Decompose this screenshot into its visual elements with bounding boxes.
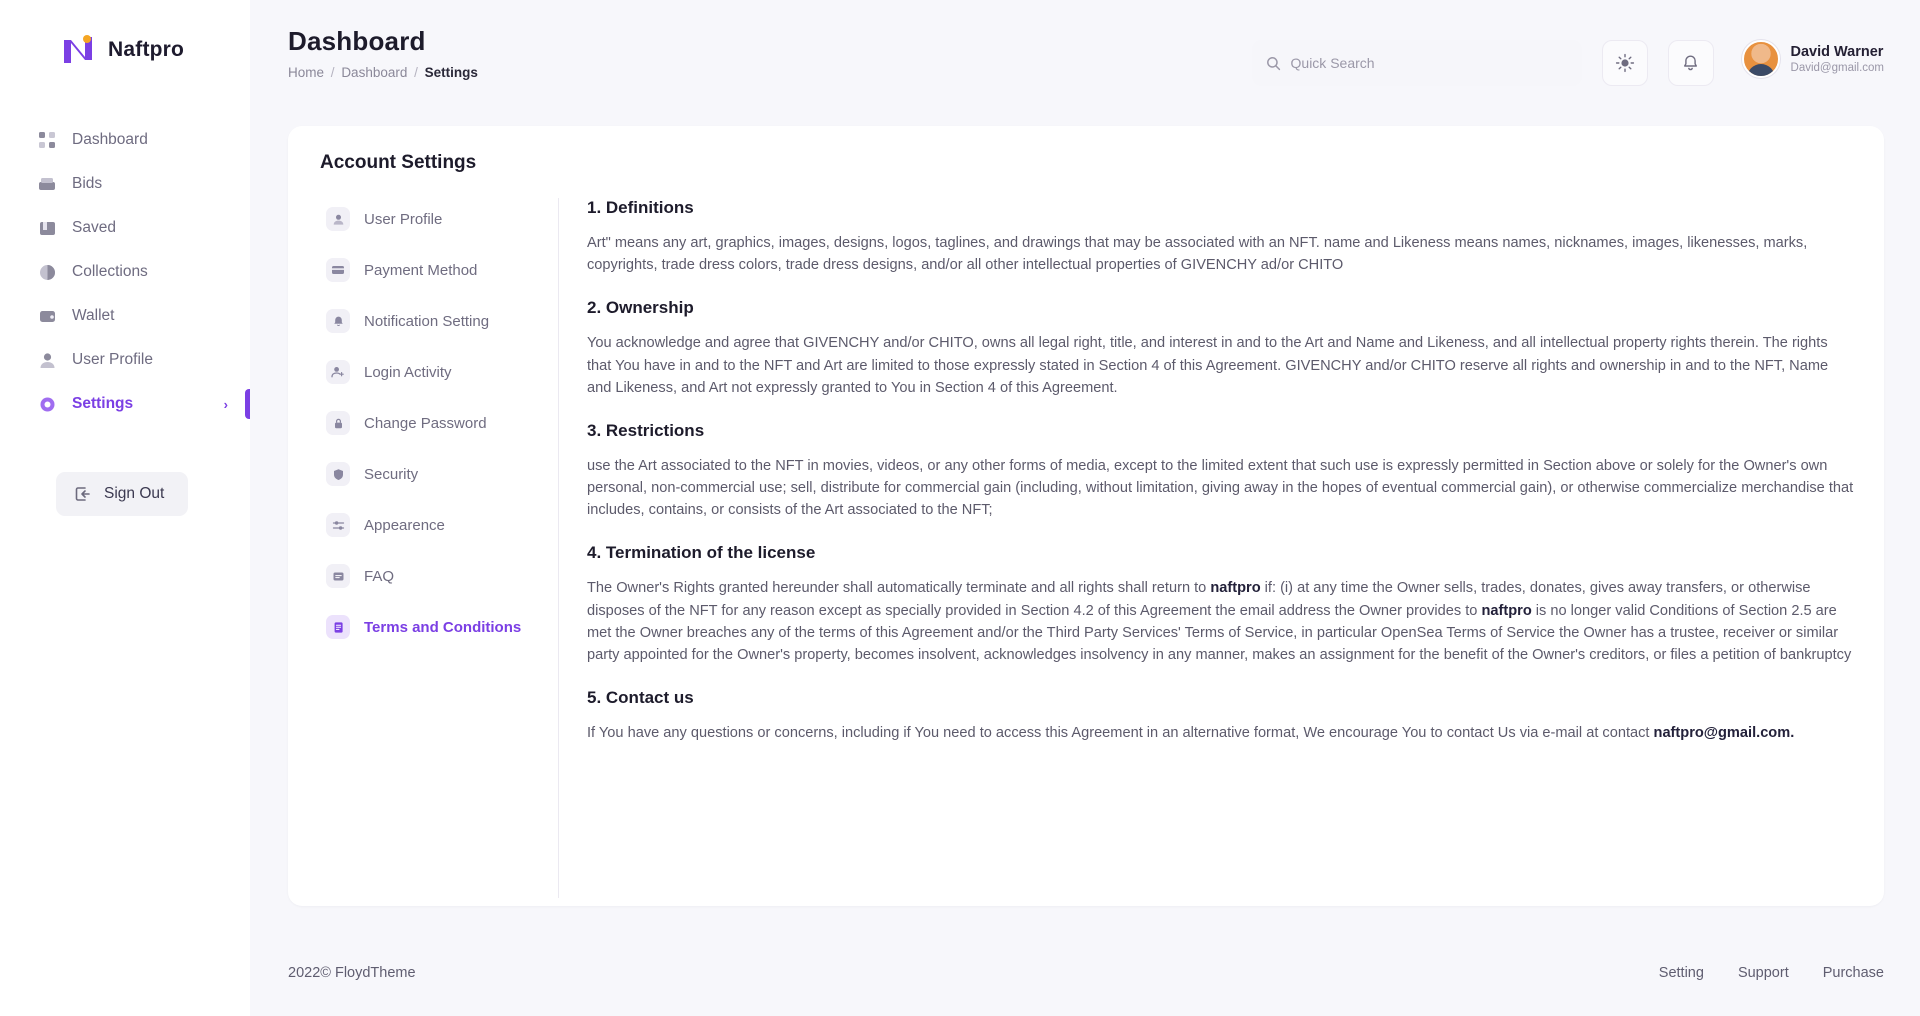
naftpro-logo-icon bbox=[58, 30, 98, 70]
main-area bbox=[250, 0, 1920, 1016]
sidebar-item-label: Saved bbox=[72, 219, 116, 236]
footer bbox=[288, 930, 1884, 1016]
sidebar-item-label: Dashboard bbox=[72, 131, 148, 148]
settings-item-label: User Profile bbox=[364, 210, 443, 228]
card-icon bbox=[326, 258, 350, 282]
sidebar-item-label: Bids bbox=[72, 175, 103, 192]
bids-icon bbox=[36, 173, 58, 195]
user-menu[interactable] bbox=[1742, 40, 1884, 78]
shield-icon bbox=[326, 462, 350, 486]
section-body bbox=[587, 577, 1854, 666]
sign-out-label: Sign Out bbox=[104, 485, 165, 502]
settings-item-label: Change Password bbox=[364, 414, 487, 432]
brand-mention: naftpro bbox=[1210, 580, 1261, 597]
settings-item-appearence[interactable] bbox=[318, 504, 544, 546]
sidebar-item-label: User Profile bbox=[72, 351, 153, 368]
settings-item-label: FAQ bbox=[364, 567, 395, 585]
card-body bbox=[318, 198, 1854, 898]
settings-item-label: Security bbox=[364, 465, 419, 483]
gear-icon bbox=[36, 393, 58, 415]
lock-icon bbox=[326, 411, 350, 435]
sidebar-item-bids[interactable] bbox=[0, 162, 250, 206]
breadcrumb-separator: / bbox=[330, 65, 335, 80]
user-meta bbox=[1791, 43, 1884, 76]
settings-item-label: Login Activity bbox=[364, 363, 452, 381]
card-title: Account Settings bbox=[320, 152, 477, 173]
theme-toggle-button[interactable] bbox=[1602, 40, 1648, 86]
body-part: If You have any questions or concerns, including if You need to access this Agreement in an alternative format, We encourage You to contact Us via e-mail at contact bbox=[587, 725, 1654, 742]
sidebar-item-label: Collections bbox=[72, 263, 148, 280]
footer-link-purchase[interactable]: Purchase bbox=[1822, 965, 1884, 981]
settings-item-label: Terms and Conditions bbox=[364, 618, 522, 636]
bell-icon bbox=[1681, 54, 1700, 73]
page-head bbox=[288, 26, 478, 80]
terms-section bbox=[587, 421, 1854, 522]
section-heading: 3. Restrictions bbox=[587, 420, 705, 440]
user-plus-icon bbox=[326, 360, 350, 384]
section-body: You acknowledge and agree that GIVENCHY and/or CHITO, owns all legal right, title, and interest in and to the Art and Name and Likeness, and all intellectual property rights therein. The rights that You have in and to the NFT and Art are limited to those expressly stated in Section 4 of this Agreement. GIVENCHY and/or CHITO reserve all rights and ownership in and to the NFT, Name and Likeness, and Art not expressly granted to You in Section 4 of this Agreement. bbox=[587, 335, 1829, 396]
body-part: is no longer valid Conditions of Section 2.5 are met the Owner breaches any of the terms of this Agreement and/or the Third Party Services' Terms of Service, in particular OpenSea Terms of Service the Owner has a trustee, receiver or similar party appointed for the Owner's property, becomes insolvent, acknowledges insolvency in any manner, makes an assignment for the benefit of the Owner's creditors, or files a petition of bankruptcy bbox=[587, 602, 1852, 663]
user-email: David@gmail.com bbox=[1790, 61, 1884, 74]
sign-out-button[interactable] bbox=[56, 472, 188, 516]
breadcrumb-home[interactable]: Home bbox=[288, 65, 325, 80]
footer-copyright: 2022© FloydTheme bbox=[288, 965, 416, 981]
breadcrumb bbox=[288, 65, 478, 80]
footer-link-support[interactable]: Support bbox=[1737, 965, 1789, 981]
bell-icon bbox=[326, 309, 350, 333]
user-icon bbox=[36, 349, 58, 371]
settings-item-user-profile[interactable] bbox=[318, 198, 544, 240]
settings-item-label: Appearence bbox=[364, 516, 445, 534]
search-input[interactable] bbox=[1291, 55, 1568, 71]
user-name: David Warner bbox=[1790, 43, 1884, 60]
brand-name: Naftpro bbox=[108, 38, 185, 61]
account-settings-card bbox=[288, 126, 1884, 906]
settings-item-notification-setting[interactable] bbox=[318, 300, 544, 342]
faq-icon bbox=[326, 564, 350, 588]
signout-wrap bbox=[0, 472, 250, 516]
settings-item-label: Notification Setting bbox=[364, 312, 490, 330]
sidebar-item-dashboard[interactable] bbox=[0, 118, 250, 162]
section-body bbox=[587, 722, 1854, 744]
collections-icon bbox=[36, 261, 58, 283]
sun-icon bbox=[1615, 53, 1635, 73]
body-part: if: (i) at any time the Owner sells, trades, donates, gives away transfers, or otherwise disposes of the NFT for any reason except as specially provided in Section 4.2 of this Agreement the email address the Owner provides to bbox=[587, 580, 1811, 619]
grid-icon bbox=[36, 129, 58, 151]
terms-section bbox=[587, 688, 1854, 744]
sidebar-item-user-profile[interactable] bbox=[0, 338, 250, 382]
chevron-right-icon: › bbox=[223, 396, 228, 412]
sidebar-item-saved[interactable] bbox=[0, 206, 250, 250]
section-heading: 2. Ownership bbox=[587, 298, 694, 318]
settings-item-faq[interactable] bbox=[318, 555, 544, 597]
footer-links bbox=[1659, 965, 1884, 981]
sidebar-item-wallet[interactable] bbox=[0, 294, 250, 338]
settings-item-login-activity[interactable] bbox=[318, 351, 544, 393]
footer-link-setting[interactable]: Setting bbox=[1658, 965, 1704, 981]
sidebar-item-label: Settings bbox=[72, 395, 134, 412]
topbar bbox=[250, 0, 1920, 110]
sidebar-item-settings[interactable] bbox=[0, 382, 250, 426]
section-heading: 5. Contact us bbox=[587, 688, 694, 708]
page-title: Dashboard bbox=[288, 26, 426, 56]
bookmark-icon bbox=[36, 217, 58, 239]
breadcrumb-section[interactable]: Dashboard bbox=[341, 65, 408, 80]
terms-section bbox=[587, 198, 1854, 276]
sidebar-item-label: Wallet bbox=[72, 307, 115, 324]
settings-menu bbox=[318, 198, 558, 898]
settings-item-security[interactable] bbox=[318, 453, 544, 495]
document-icon bbox=[326, 615, 350, 639]
active-indicator bbox=[245, 389, 250, 419]
brand-mention: naftpro bbox=[1481, 602, 1532, 619]
settings-item-payment-method[interactable] bbox=[318, 249, 544, 291]
search-icon bbox=[1266, 56, 1281, 71]
user-profile-icon bbox=[326, 207, 350, 231]
settings-item-terms-and-conditions[interactable] bbox=[318, 606, 544, 648]
notifications-button[interactable] bbox=[1668, 40, 1714, 86]
section-heading: 4. Termination of the license bbox=[587, 543, 816, 563]
avatar bbox=[1742, 40, 1780, 78]
contact-email[interactable]: naftpro@gmail.com. bbox=[1653, 725, 1795, 742]
sidebar bbox=[0, 0, 250, 1016]
section-heading: 1. Definitions bbox=[587, 198, 694, 217]
signout-icon bbox=[74, 485, 92, 503]
sidebar-nav bbox=[0, 118, 250, 426]
wallet-icon bbox=[36, 305, 58, 327]
settings-item-label: Payment Method bbox=[364, 261, 478, 279]
terms-section bbox=[587, 543, 1854, 666]
terms-section bbox=[587, 298, 1854, 399]
terms-document bbox=[558, 198, 1854, 898]
search-box[interactable] bbox=[1252, 40, 1582, 86]
body-part: The Owner's Rights granted hereunder shall automatically terminate and all rights shall return to bbox=[587, 580, 1211, 597]
sidebar-item-collections[interactable] bbox=[0, 250, 250, 294]
breadcrumb-current: Settings bbox=[424, 65, 478, 80]
brand[interactable] bbox=[0, 22, 250, 70]
section-body: use the Art associated to the NFT in movies, videos, or any other forms of media, except to the limited extent that such use is expressly permitted in Section above or solely for the Owner's own personal, non-commercial use; sell, distribute for commercial gain (including, without limitation, giving away in the hopes of eventual commercial gain), or otherwise commercialize merchandise that includes, contains, or consists of the Art associated to the NFT; bbox=[587, 457, 1854, 519]
breadcrumb-separator: / bbox=[414, 65, 418, 80]
settings-item-change-password[interactable] bbox=[318, 402, 544, 444]
sliders-icon bbox=[326, 513, 350, 537]
section-body: Art" means any art, graphics, images, designs, logos, taglines, and drawings that may be associated with an NFT. name and Likeness means names, nicknames, images, likenesses, marks, copyrights, trade dress colors, trade dress designs, and/or all other intellectual properties of GIVENCHY ad/or CHITO bbox=[587, 235, 1808, 274]
